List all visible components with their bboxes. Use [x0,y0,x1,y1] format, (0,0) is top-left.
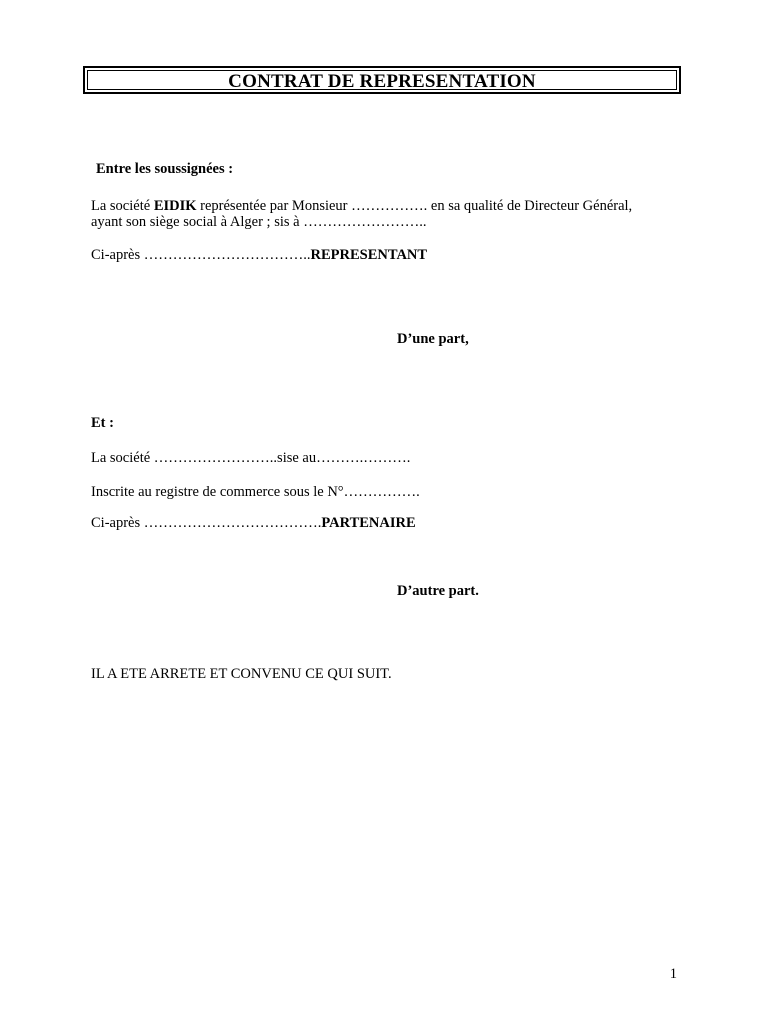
company-suffix: représentée par Monsieur ……………. en sa qualité de Directeur Général, [196,198,633,214]
company-prefix: La société [91,198,154,214]
page-number: 1 [669,966,677,982]
representant-role: REPRESENTANT [310,247,428,263]
ci-apres-label: Ci-après …………………………….. [91,247,311,263]
partenaire-line [91,515,416,532]
first-party-label: D’une part, [397,331,469,347]
partner-company-line: La société ……………………..sise au……….………. [91,450,411,466]
commerce-registry-line: Inscrite au registre de commerce sous le N°……………. [91,484,420,500]
company-paragraph-line1 [91,198,632,215]
second-party-label: D’autre part. [397,583,479,599]
representant-line [91,247,427,264]
company-name: EIDIK [153,198,197,214]
document-title: CONTRAT DE REPRESENTATION [228,71,536,92]
ci-apres-label-2: Ci-après ………………………………. [91,515,322,531]
title-frame [83,66,681,94]
second-party-heading: Et : [91,415,114,431]
closing-statement: IL A ETE ARRETE ET CONVENU CE QUI SUIT. [91,666,392,682]
parties-heading: Entre les soussignées : [96,161,234,177]
company-paragraph-line2: ayant son siège social à Alger ; sis à …………………….. [91,214,427,230]
partenaire-role: PARTENAIRE [321,515,416,531]
